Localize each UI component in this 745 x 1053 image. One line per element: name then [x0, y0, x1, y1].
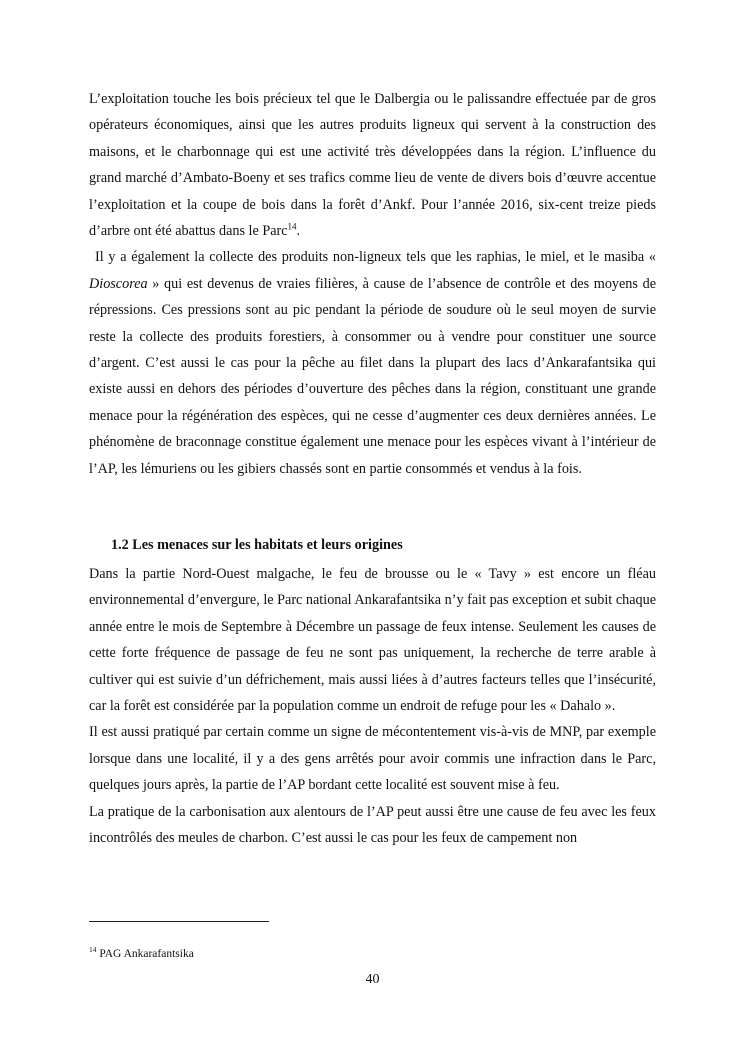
page-number: 40 [365, 972, 380, 987]
section-1-2-text [89, 561, 656, 851]
paragraph-exploitation [89, 86, 656, 244]
paragraph-mecontentement: Il est aussi pratiqué par certain comme un signe de mécontentement vis-à-vis de MNP, par exemple lorsque dans une localité, il y a des gens arrêtés pour avoir commis une infraction dans le Parc, quelques jours après, la partie de l’AP bordant cette localité est souvent mise à feu. [89, 724, 656, 794]
paragraph-carbonisation: La pratique de la carbonisation aux alentours de l’AP peut aussi être une cause de feu avec les feux incontrôlés des meules de charbon. C’est aussi le cas pour les feux de campement non [89, 803, 656, 847]
paragraph-non-ligneux [89, 244, 656, 482]
section-continued-text [89, 86, 656, 482]
footnote [89, 945, 194, 960]
italic-term: Dioscorea [89, 275, 148, 292]
section-heading: 1.2 Les menaces sur les habitats et leurs origines [111, 537, 403, 553]
paragraph-text: » qui est devenus de vraies filières, à cause de l’absence de contrôle et des moyens de répressions. Ces pressions sont au pic pendant la période de soudure où le seul moyen de survie reste la collecte des produits forestiers, à consommer ou à vendre pour constituer une source d’argent. C’est aussi le cas pour la pêche au filet dans la plupart des lacs d’Ankarafantsika qui existe aussi en dehors des périodes d’ouverture des pêches dans la région, constituant une grande menace pour la régénération des espèces, qui ne cesse d’augmenter ces deux dernières années. Le phénomène de braconnage constitue également une menace pour les espèces vivant à l’intérieur de l’AP, les lémuriens ou les gibiers chassés sont en partie consommés et vendus à la fois. [89, 275, 656, 477]
paragraph-feu-de-brousse: Dans la partie Nord-Ouest malgache, le feu de brousse ou le « Tavy » est encore un fléau environnemental d’envergure, le Parc national Ankarafantsika n’y fait pas exception et subit chaque année entre le mois de Septembre à Décembre un passage de feux intense. Seulement les causes de cette forte fréquence de passage de feu ne sont pas uniquement, la recherche de terre arable à cultiver qui est suivie d’un défrichement, mais aussi liées à d’autres facteurs telles que l’insécurité, car la forêt est considérée par la population comme un endroit de refuge pour les « Dahalo ». [89, 566, 656, 715]
footnote-ref[interactable]: 14 [287, 221, 297, 232]
paragraph-end: . [296, 223, 301, 240]
footnote-text: PAG Ankarafantsika [96, 948, 194, 960]
footnote-separator [89, 921, 269, 922]
footnote-number: 14 [89, 945, 97, 955]
paragraph-text: L’exploitation touche les bois précieux tel que le Dalbergia ou le palissandre effectuée par de gros opérateurs économiques, ainsi que les autres produits ligneux qui servent à la construction des maisons, et le charbonnage qui est une activité très développées dans la région. L’influence du grand marché d’Ambato-Boeny et ses trafics comme lieu de vente de divers bois d’œuvre accentue l’exploitation et la coupe de bois dans la forêt d’Ankf. Pour l’année 2016, six-cent treize pieds d’arbre ont été abattus dans le Parc [89, 91, 656, 240]
paragraph-text: Il y a également la collecte des produits non-ligneux tels que les raphias, le miel, et le masiba « [95, 249, 656, 266]
